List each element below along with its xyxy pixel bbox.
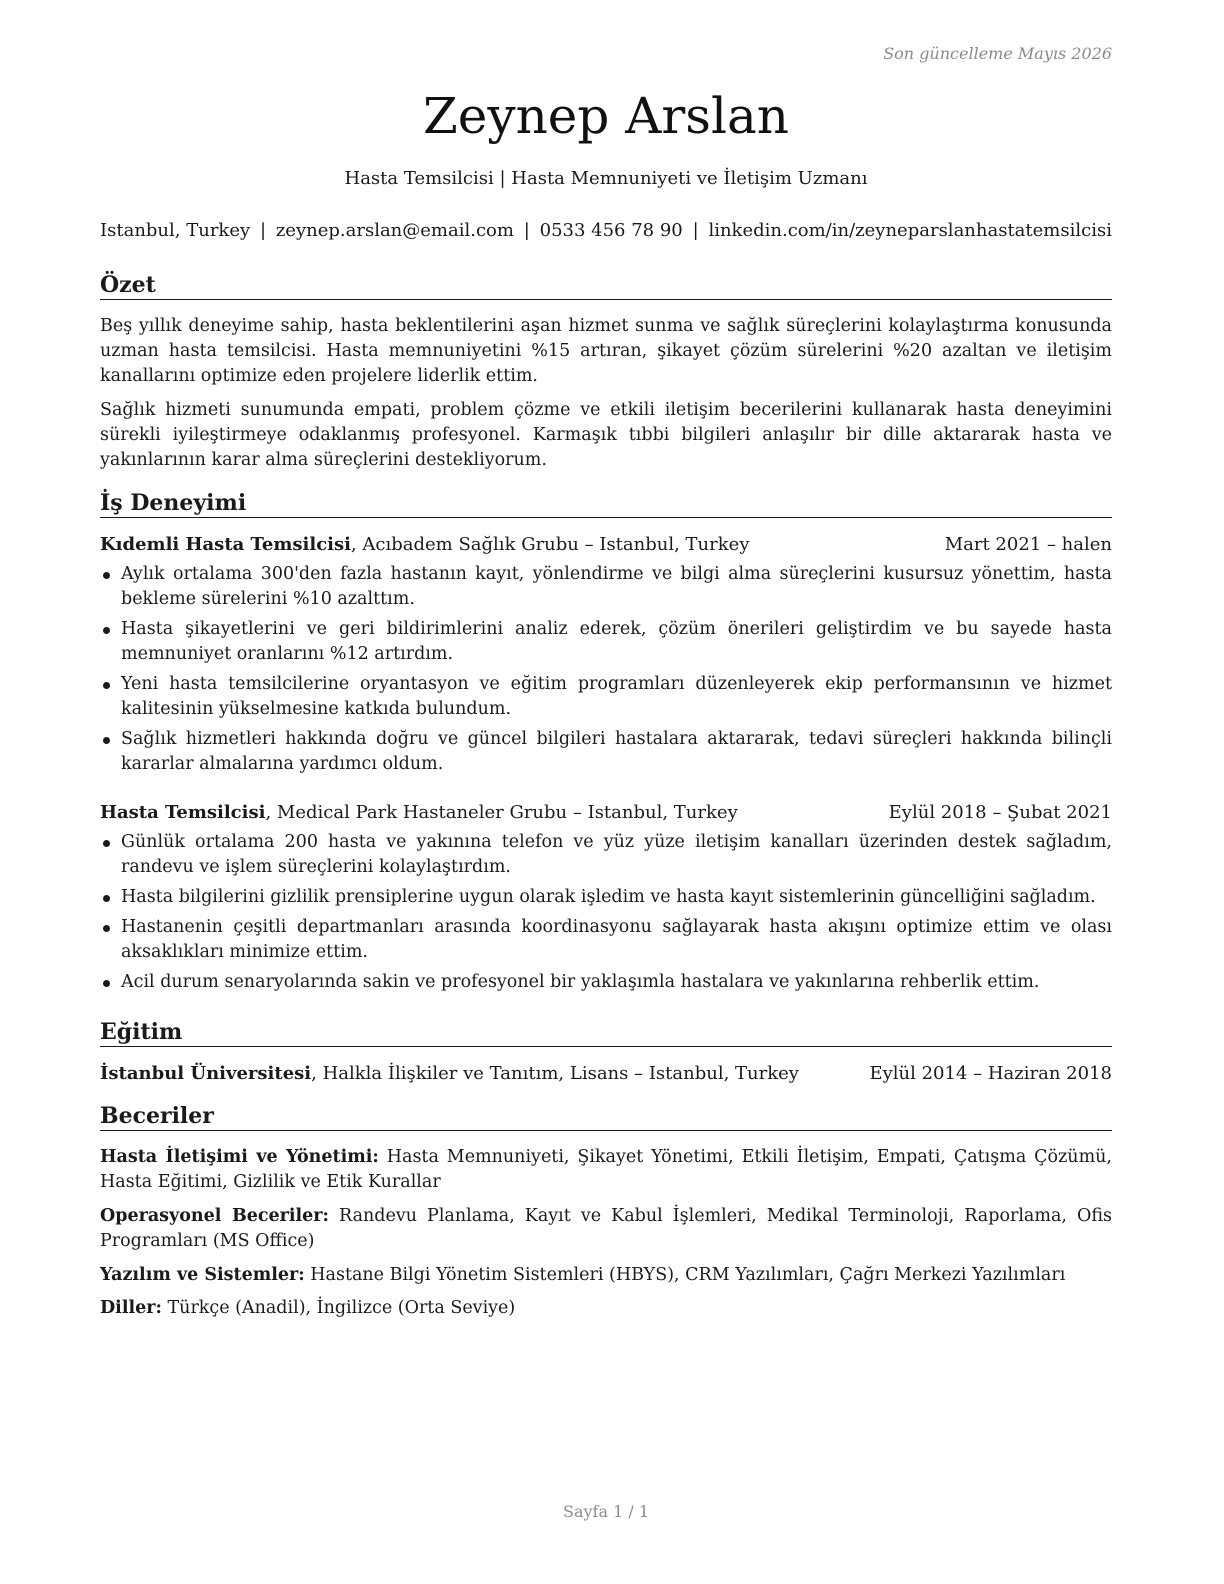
list-item [100,885,1112,910]
skill-value: Randevu Planlama, Kayıt ve Kabul İşlemleri, Medikal Terminoloji, Raporlama, Ofis Programları (MS Office) [100,1206,1112,1251]
list-item [100,617,1112,667]
job-title-line [100,532,749,557]
skill-label: Yazılım ve Sistemler: [100,1265,305,1285]
skill-label: Hasta İletişimi ve Yönetimi: [100,1147,379,1167]
list-item [100,562,1112,612]
bullet-text: Aylık ortalama 300'den fazla hastanın kayıt, yönlendirme ve bilgi alma süreçlerini kusursuz yönettim, hasta bekleme sürelerini %10 azalttım. [121,564,1112,609]
section-title-summary: Özet [100,271,1112,300]
skill-group [100,1204,1112,1254]
skill-group [100,1145,1112,1195]
bullet-icon [103,980,110,987]
resume-page [100,0,1112,1584]
list-item [100,727,1112,777]
candidate-name: Zeynep Arslan [423,87,789,145]
job-dates: Mart 2021 – halen [944,534,1112,555]
job-header [100,532,1112,557]
job-title-line [100,800,738,825]
bullet-text: Hasta bilgilerini gizlilik prensiplerine uygun olarak işledim ve hasta kayıt sistemlerinin güncelliğini sağladım. [121,887,1096,907]
list-item [100,672,1112,722]
contact-email[interactable]: zeynep.arslan@email.com [275,220,514,241]
job-role: Kıdemli Hasta Temsilcisi [100,534,351,555]
education-line [100,1061,799,1086]
bullet-text: Hastanenin çeşitli departmanları arasında koordinasyonu sağlayarak hasta akışını optimize ettim ve olası aksaklıkları minimize ettim. [121,917,1112,962]
skill-value: Hasta Memnuniyeti, Şikayet Yönetimi, Etkili İletişim, Empati, Çatışma Çözümü, Hasta Eğitimi, Gizlilik ve Etik Kurallar [100,1147,1112,1192]
skill-label: Operasyonel Beceriler: [100,1206,329,1226]
bullet-icon [103,572,110,579]
list-item [100,915,1112,965]
skill-group [100,1296,1112,1321]
contact-location: Istanbul, Turkey [100,220,251,241]
section-title-skills: Beceriler [100,1102,1112,1131]
job-organization: , Medical Park Hastaneler Grubu – Istanbul, Turkey [265,802,738,823]
education-school: İstanbul Üniversitesi [100,1063,312,1084]
bullet-icon [103,840,110,847]
summary-paragraph: Sağlık hizmeti sunumunda empati, problem çözme ve etkili iletişim becerilerini kullanarak hasta deneyimini sürekli iyileştirmeye odaklanmış profesyonel. Karmaşık tıbbi bilgileri anlaşılır bir dille aktararak hasta ve yakınlarının karar alma süreçlerini destekliyorum. [100,400,1112,470]
bullet-text: Yeni hasta temsilcilerine oryantasyon ve eğitim programları düzenleyerek ekip performansının ve hizmet kalitesinin yükselmesine katkıda bulundum. [121,674,1112,719]
skill-value: Türkçe (Anadil), İngilizce (Orta Seviye) [161,1298,516,1318]
contact-phone: 0533 456 78 90 [539,220,683,241]
section-title-education: Eğitim [100,1018,1112,1047]
education-entry [100,1061,1112,1086]
job-dates: Eylül 2018 – Şubat 2021 [888,802,1112,823]
page-number: Sayfa 1 / 1 [562,1502,649,1521]
contact-separator: | [259,220,267,241]
summary-paragraph: Beş yıllık deneyime sahip, hasta beklentilerini aşan hizmet sunma ve sağlık süreçlerini kolaylaştırma konusunda uzman hasta temsilcisi. Hasta memnuniyetini %15 artıran, şikayet çözüm sürelerini %20 azaltan ve iletişim kanallarını optimize eden projelere liderlik ettim. [100,316,1112,386]
bullet-icon [103,895,110,902]
bullet-icon [103,682,110,689]
bullet-text: Sağlık hizmetleri hakkında doğru ve güncel bilgileri hastalara aktararak, tedavi süreçleri hakkında bilinçli kararlar almalarına yardımcı oldum. [121,729,1112,774]
skill-value: Hastane Bilgi Yönetim Sistemleri (HBYS), CRM Yazılımları, Çağrı Merkezi Yazılımları [304,1265,1066,1285]
tagline: Hasta Temsilcisi | Hasta Memnuniyeti ve İletişim Uzmanı [344,168,868,189]
job-role: Hasta Temsilcisi [100,802,266,823]
contact-separator: | [523,220,530,241]
bullet-text: Günlük ortalama 200 hasta ve yakınına telefon ve yüz yüze iletişim kanalları üzerinden destek sağladım, randevu ve işlem süreçlerini kolaylaştırdım. [121,832,1112,877]
contact-linkedin[interactable]: linkedin.com/in/zeyneparslanhastatemsilcisi [708,220,1112,241]
contact-line [100,219,1112,243]
section-title-experience: İş Deneyimi [100,489,1112,518]
education-details: , Halkla İlişkiler ve Tanıtım, Lisans – Istanbul, Turkey [311,1063,799,1084]
skill-group [100,1263,1112,1288]
job-bullets [100,562,1112,782]
bullet-icon [103,737,110,744]
skill-label: Diller: [100,1298,162,1318]
list-item [100,830,1112,880]
bullet-text: Acil durum senaryolarında sakin ve profesyonel bir yaklaşımla hastalara ve yakınlarına rehberlik ettim. [121,972,1040,992]
bullet-icon [103,925,110,932]
job-bullets [100,830,1112,1000]
list-item [100,970,1112,995]
last-updated: Son güncelleme Mayıs 2026 [883,44,1112,63]
job-organization: , Acıbadem Sağlık Grubu – Istanbul, Turkey [350,534,750,555]
job-header [100,800,1112,825]
bullet-text: Hasta şikayetlerini ve geri bildirimlerini analiz ederek, çözüm önerileri geliştirdim ve bu sayede hasta memnuniyet oranlarını %12 artırdım. [121,619,1112,664]
bullet-icon [103,627,110,634]
education-dates: Eylül 2014 – Haziran 2018 [869,1063,1112,1084]
contact-separator: | [692,220,699,241]
